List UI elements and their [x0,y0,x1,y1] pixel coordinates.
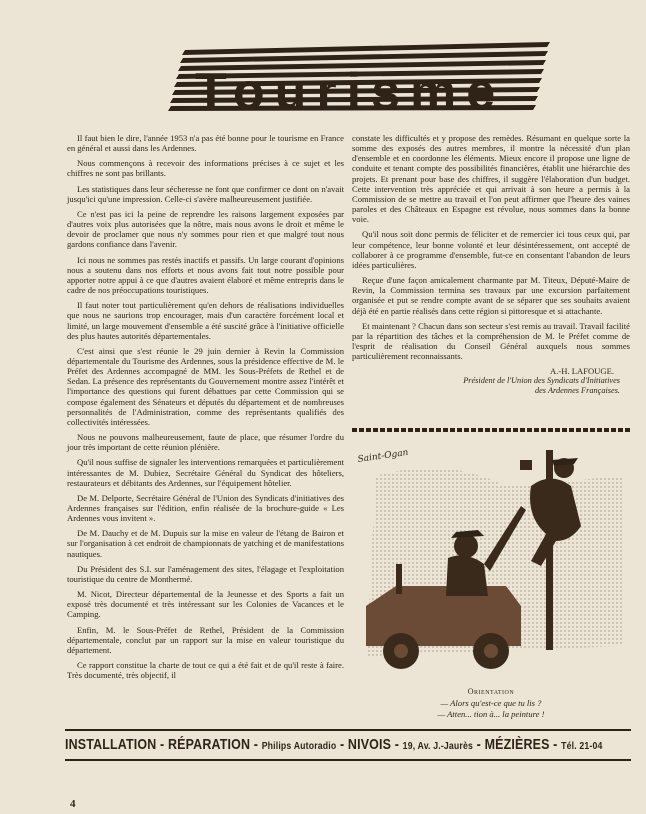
ad-text: - MÉZIÈRES - [476,736,558,753]
caption-line: — Alors qu'est-ce que tu lis ? [440,698,542,708]
paragraph: Ce n'est pas ici la peine de reprendre les raisons largement exposées par d'autres voix plus autorisées que la nôtre, mais nous avons le droit et même le devoir de proclamer que nous n'y sommes pour rien et que malgré tout nous gardons confiance dans l'avenir. [67,208,344,250]
paragraph: Nous ne pouvons malheureusement, faute de place, que résumer l'ordre du jour très important de cette réunion plénière. [67,432,344,453]
paragraph: Ici nous ne sommes pas restés inactifs et passifs. Un large courant d'opinions nous a soutenu dans nos efforts et nous avons fait tout notre possible pour apporter notre appui à ce que d'autres avaient élaboré et même entrepris dans le cadre de nos préoccupations touristiques. [67,254,344,296]
ad-text: - NIVOIS - [339,736,400,753]
svg-text:Saint-Ogan: Saint-Ogan [357,447,410,465]
cartoon-caption-title: Orientation [467,687,515,696]
paragraph: De M. Dauchy et de M. Dupuis sur la mise en valeur de l'étang de Bairon et sur l'organisation à cet endroit de championnats de yatching et de manifestations nautiques. [67,528,344,559]
paragraph: Il faut noter tout particulièrement qu'en dehors de réalisations individuelles que nous ne saurions trop encourager, mais d'un caractère forcément local et limité, un large mouvement d'ensemble a été suscité grâce à l'initiative officielle des plus hautes autorités départementales. [67,300,344,341]
article-right-column [352,133,630,396]
paragraph: De M. Delporte, Secrétaire Général de l'Union des Syndicats d'initiatives des Ardennes françaises sur l'édition, enfin réalisée de la brochure-guide « Les Ardennes vous invitent ». [67,492,344,524]
paragraph: Les statistiques dans leur sécheresse ne font que confirmer ce dont on n'avait jusqu'ici qu'une impression. Celle-ci s'avère malheureusement justifiée. [67,183,344,204]
article-left-column [67,133,344,685]
cartoon-illustration [356,446,628,684]
title-banner [155,42,555,121]
paragraph: Il faut bien le dire, l'année 1953 n'a pas été bonne pour le tourisme en France en général et aussi dans les Ardennes. [67,133,344,154]
paragraph: Ce rapport constitue la charte de tout ce qui a été fait et de qu'il reste à faire. Très documenté, très objectif, il [67,660,344,681]
ad-brand: Philips Autoradio [261,740,337,752]
author-title-line2: des Ardennes Françaises. [534,386,620,396]
page-number: 4 [70,798,76,810]
cartoon-caption [352,698,630,720]
ad-rule-bottom [65,759,631,761]
author-title-line1: Président de l'Union des Syndicats d'Initiatives [463,376,620,386]
paragraph: Reçue d'une façon amicalement charmante par M. Titeux, Député-Maire de Revin, la Commission termina ses travaux par une excursion parfaitement organisée et put se rendre compte avant de se séparer que ses souhaits avaient déjà été en partie réalisés dans cette région si pittoresque et si attachante. [352,275,630,316]
paragraph: Enfin, M. le Sous-Préfet de Rethel, Président de la Commission départementale, conclut par un rapport sur la mise en valeur touristique du département. [67,624,344,655]
paragraph: Qu'il nous suffise de signaler les interventions remarquées et particulièrement intéressantes de M. Dubiez, Secrétaire Général du Syndicat des hôteliers, restaurateurs et débitants des Ardennes, sur l'équipement hôtelier. [67,457,344,488]
paragraph: C'est ainsi que s'est réunie le 29 juin dernier à Revin la Commission départementale du Tourisme des Ardennes, sous la présidence effective de M. le Préfet des Ardennes accompagné de MM. les Sous-Préfets de Rethel et de Sedan. La présence des représentants du Gouvernement montre assez l'intérêt et l'importance des questions qui furent débattues par cette Commission qui se compose également des Sénateurs et députés du département et de nombreuses personnalités de l'Administration, comme des représentants qualifiés des collectivités intéressées. [67,345,344,427]
paragraph: M. Nicot, Directeur départemental de la Jeunesse et des Sports a fait un exposé très documenté et très intéressant sur les Colonies de Vacances et le Camping. [67,589,344,620]
paragraph: Du Président des S.I. sur l'aménagement des sites, l'élagage et l'exploitation touristique du centre de Monthermé. [67,563,344,584]
author-name: A.-H. LAFOUGE. [550,366,614,377]
title-lettering: Tourisme [195,63,506,121]
paragraph: Et maintenant ? Chacun dans son secteur s'est remis au travail. Travail facilité par la répartition des tâches et la compréhension de M. le Préfet comme de l'esprit de réalisation du Conseil Général auxquels nous sommes particulièrement reconnaissants. [352,320,630,362]
ad-address: 19, Av. J.-Jaurès [402,740,474,752]
ad-phone: Tél. 21-04 [561,740,603,752]
advertisement-banner [65,733,603,757]
cartoon-drawing [356,446,628,684]
dashed-divider [352,428,630,432]
ad-rule-top [65,729,631,731]
caption-line: — Atten... tion à... la peinture ! [437,709,545,719]
paragraph: Nous commençons à recevoir des informations précises à ce sujet et les chiffres ne sont pas brillants. [67,158,344,179]
paragraph: constate les difficultés et y propose des remèdes. Résumant en quelque sorte la somme des exposés des autres membres, il montre la nécessité d'un plan d'ensemble et en coordonne les éléments. Mieux encore il propose une ligne de conduite et tenant compte des possibilités financières, établit une hiérarchie des projets. Et prenant pour base des chiffres, il suggère l'élaboration d'un budget. Cette intervention très appréciée et qui arrivait à son heure a permis à la Commission de se mettre au travail et l'on peut affirmer que l'heure des vaines paroles et des Châteaux en Espagne est révolue, nous sommes dans la bonne voie. [352,133,630,225]
ad-text: INSTALLATION - RÉPARATION - [65,736,259,753]
paragraph: Qu'il nous soit donc permis de féliciter et de remercier ici tous ceux qui, par leur compétence, leur bonne volonté et leur désintéressement, ont accepté de collaborer à ce programme d'ensemble, fut-ce en consentant l'abandon de leurs idées particulières. [352,229,630,270]
